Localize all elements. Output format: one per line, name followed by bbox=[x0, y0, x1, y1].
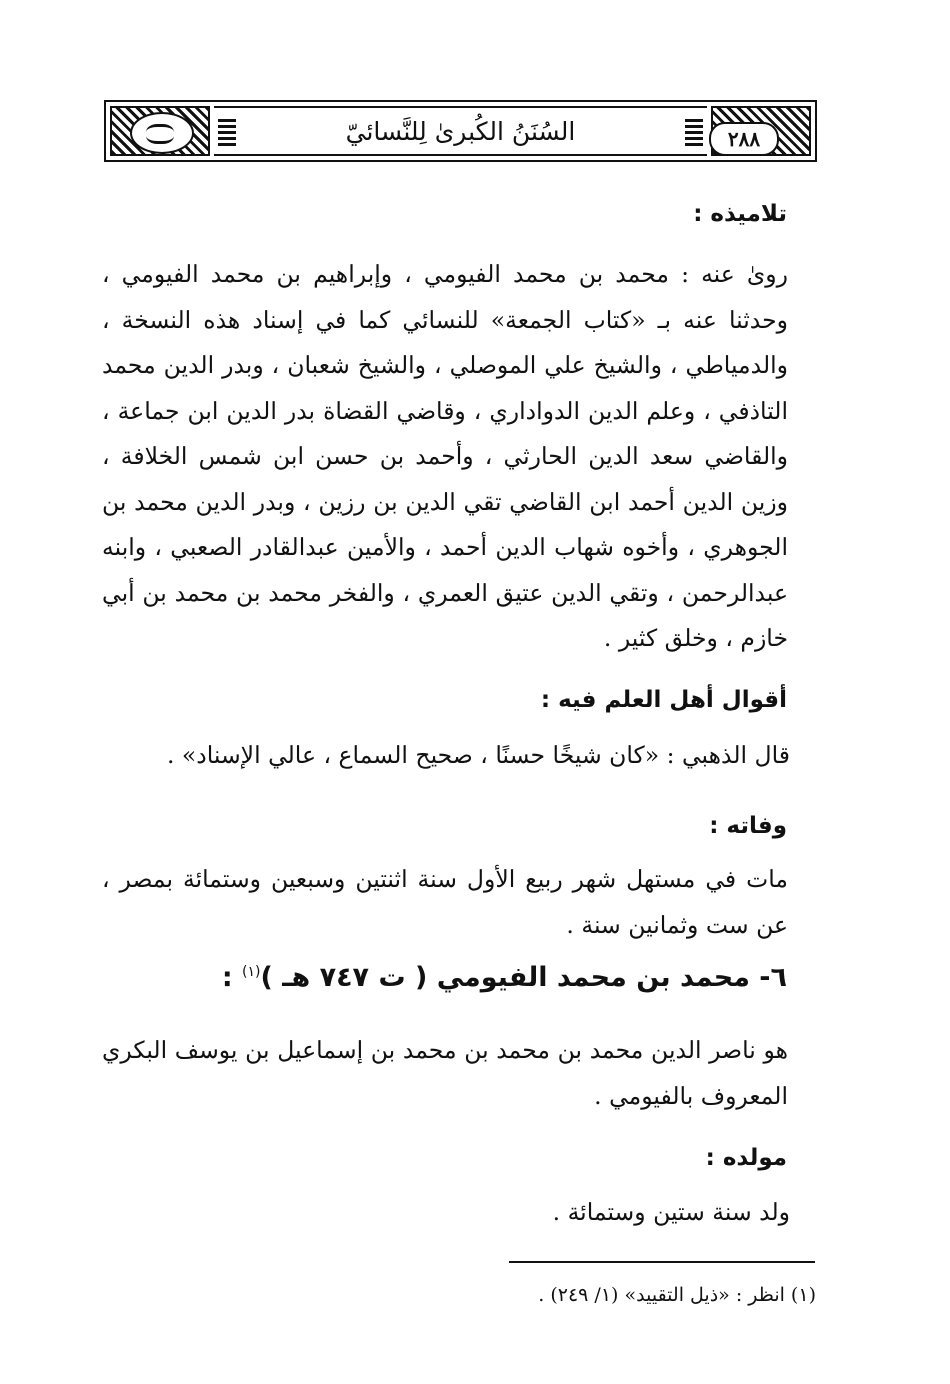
page-header bbox=[104, 100, 817, 162]
footnote-divider bbox=[509, 1261, 815, 1263]
death-paragraph: مات في مستهل شهر ربيع الأول سنة اثنتين وسبعين وستمائة بمصر ، عن ست وثمانين سنة . bbox=[102, 865, 788, 939]
footnote-1: (١) انظر : «ذيل التقييد» (١/ ٢٤٩) . bbox=[538, 1284, 816, 1306]
scholars-paragraph: قال الذهبي : «كان شيخًا حسنًا ، صحيح السماع ، عالي الإسناد» . bbox=[166, 741, 790, 769]
birth-paragraph: ولد سنة ستين وستمائة . bbox=[552, 1198, 790, 1226]
calligraphy-medallion-icon bbox=[130, 112, 194, 154]
header-ornament-left bbox=[110, 106, 210, 156]
scholars-heading: أقوال أهل العلم فيه : bbox=[540, 687, 787, 713]
running-title: السُنَنُ الكُبرىٰ لِلنَّسائيّ bbox=[345, 116, 576, 146]
entry-paragraph: هو ناصر الدين محمد بن محمد بن محمد بن إسماعيل بن يوسف البكري المعروف بالفيومي . bbox=[102, 1036, 788, 1110]
entry-heading bbox=[222, 962, 787, 993]
death-heading: وفاته : bbox=[709, 813, 787, 839]
students-paragraph: روىٰ عنه : محمد بن محمد الفيومي ، وإبراهيم بن محمد الفيومي ، وحدثنا عنه بـ «كتاب الجمعة» للنسائي كما في إسناد هذه النسخة ، والدمياطي ، والشيخ علي الموصلي ، والشيخ شعبان ، وبدر الدين محمد التاذفي ، وعلم الدين الدواداري ، وقاضي القضاة بدر الدين ابن جماعة ، والقاضي سعد الدين الحارثي ، وأحمد بن حسن ابن شمس الخلافة ، وزين الدين أحمد ابن القاضي تقي الدين بن رزين ، وبدر الدين محمد بن الجوهري ، وأخوه شهاب الدين أحمد ، والأمين عبدالقادر الصعبي ، وابنه عبدالرحمن ، وتقي الدين عتيق العمري ، والفخر محمد بن محمد بن أبي خازم ، وخلق كثير . bbox=[102, 260, 788, 652]
header-deco-right-icon bbox=[685, 116, 703, 146]
students-heading: تلاميذه : bbox=[693, 201, 787, 227]
page-number: ٢٨٨ bbox=[709, 122, 779, 156]
entry-heading-text: ٦- محمد بن محمد الفيومي ( ت ٧٤٧ هـ ) bbox=[260, 962, 787, 993]
header-ornament-right bbox=[711, 106, 811, 156]
footnote-marker: (١) bbox=[242, 964, 261, 980]
header-title-band bbox=[214, 106, 707, 156]
birth-heading: مولده : bbox=[705, 1145, 787, 1171]
entry-heading-colon: : bbox=[221, 962, 243, 993]
header-deco-left-icon bbox=[218, 116, 236, 146]
